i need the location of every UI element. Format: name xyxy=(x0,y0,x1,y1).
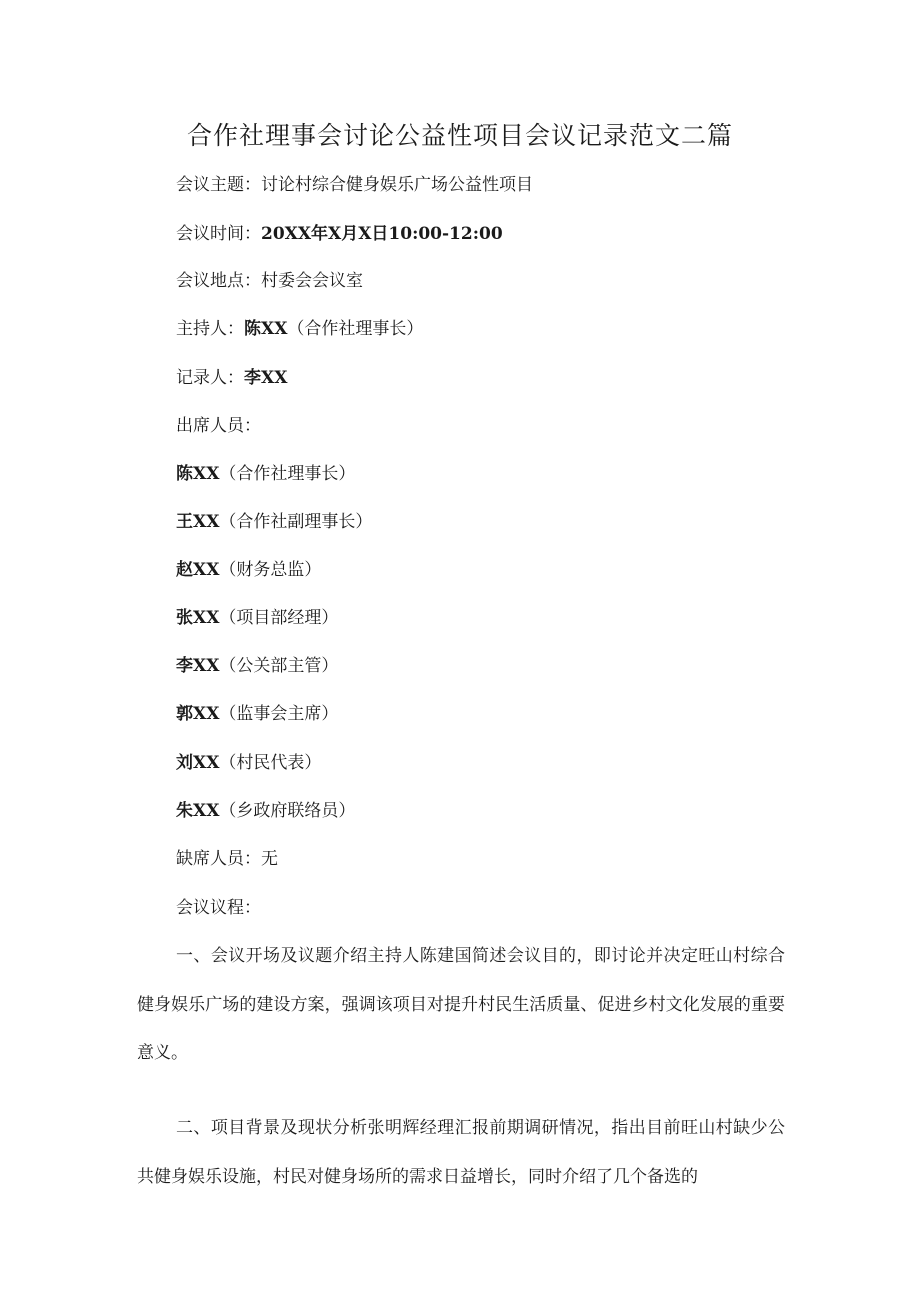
attendee-item xyxy=(176,556,321,584)
attendees-label: 出席人员： xyxy=(176,416,261,436)
attendee-item xyxy=(176,652,338,680)
meeting-place-value: 村委会会议室 xyxy=(261,271,363,291)
meeting-time-label: 会议时间： xyxy=(176,224,261,244)
attendee-item xyxy=(176,604,338,632)
attendee-name: 郭XX xyxy=(176,704,220,724)
meeting-recorder-label: 记录人： xyxy=(176,368,244,388)
meeting-place-label: 会议地点： xyxy=(176,271,261,291)
meeting-host-role: （合作社理事长） xyxy=(287,319,424,339)
attendee-role: （村民代表） xyxy=(219,753,322,773)
attendee-role: （项目部经理） xyxy=(219,608,339,628)
meeting-place xyxy=(176,267,363,295)
meeting-topic-value: 讨论村综合健身娱乐广场公益性项目 xyxy=(261,175,533,195)
attendee-name: 朱XX xyxy=(176,801,220,821)
attendee-name: 李XX xyxy=(176,656,220,676)
attendee-role: （合作社理事长） xyxy=(219,464,356,484)
attendee-item xyxy=(176,797,355,825)
meeting-topic-label: 会议主题： xyxy=(176,175,261,195)
attendee-role: （监事会主席） xyxy=(219,704,339,724)
attendee-role: （乡政府联络员） xyxy=(219,801,356,821)
attendee-name: 赵XX xyxy=(176,560,220,580)
attendee-name: 陈XX xyxy=(176,464,220,484)
attendee-name: 王XX xyxy=(176,512,220,532)
attendee-item xyxy=(176,700,338,728)
meeting-topic xyxy=(176,171,533,199)
meeting-time-value: 20XX年X月X日10:00-12:00 xyxy=(261,224,503,244)
meeting-host-name: 陈XX xyxy=(244,319,288,339)
attendee-item xyxy=(176,460,355,488)
meeting-recorder-name: 李XX xyxy=(244,368,288,388)
attendee-item xyxy=(176,508,372,536)
meeting-host-label: 主持人： xyxy=(176,319,244,339)
attendee-role: （财务总监） xyxy=(219,560,322,580)
attendee-role: （公关部主管） xyxy=(219,656,339,676)
meeting-host xyxy=(176,315,423,343)
agenda-paragraph-1: 一、会议开场及议题介绍主持人陈建国简述会议目的，即讨论并决定旺山村综合健身娱乐广场的建设方案，强调该项目对提升村民生活质量、促进乡村文化发展的重要意义。 xyxy=(137,946,785,1063)
attendee-item xyxy=(176,749,321,777)
absent-line: 缺席人员：无 xyxy=(176,849,278,869)
attendee-name: 张XX xyxy=(176,608,220,628)
agenda-paragraph-2: 二、项目背景及现状分析张明辉经理汇报前期调研情况，指出目前旺山村缺少公共健身娱乐设施，村民对健身场所的需求日益增长，同时介绍了几个备选的 xyxy=(137,1118,785,1187)
attendee-role: （合作社副理事长） xyxy=(219,512,373,532)
document-title: 合作社理事会讨论公益性项目会议记录范文二篇 xyxy=(186,121,733,150)
meeting-recorder xyxy=(176,364,287,392)
agenda-label: 会议议程： xyxy=(176,898,261,918)
attendee-name: 刘XX xyxy=(176,753,220,773)
meeting-time xyxy=(176,220,503,248)
